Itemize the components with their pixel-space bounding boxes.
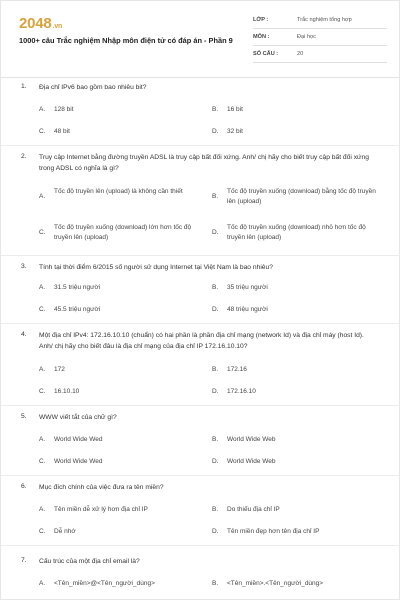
option-letter: C. bbox=[39, 229, 46, 236]
meta-key: MÔN : bbox=[253, 34, 270, 40]
meta-value: Trắc nghiệm tổng hợp bbox=[297, 17, 352, 23]
question-number: 4. bbox=[21, 331, 27, 338]
option-text: <Tên_miền>.<Tên_người_dùng> bbox=[227, 580, 324, 587]
option-text: 32 bit bbox=[227, 128, 243, 135]
option-letter: B. bbox=[212, 106, 219, 113]
option-letter: D. bbox=[212, 528, 219, 535]
option-text: 16.10.10 bbox=[54, 388, 80, 395]
logo-suffix: .vn bbox=[52, 23, 63, 30]
option-text: 48 bit bbox=[54, 128, 70, 135]
option-letter: D. bbox=[212, 128, 219, 135]
option-letter: C. bbox=[39, 458, 46, 465]
option-letter: A. bbox=[39, 506, 46, 513]
document-title: 1000+ câu Trắc nghiệm Nhập môn điện tử có đáp án - Phần 9 bbox=[19, 36, 233, 45]
option-text: 172.16.10 bbox=[227, 388, 256, 395]
meta-row-class bbox=[253, 15, 387, 29]
option-text: World Wide Wed bbox=[54, 436, 103, 443]
option-letter: C. bbox=[39, 388, 46, 395]
option-text: Tốc độ truyền xuống (download) bằng tốc độ truyền lên (upload) bbox=[227, 188, 376, 205]
option-text: 16 bit bbox=[227, 106, 243, 113]
question-divider bbox=[1, 545, 400, 546]
meta-key: SỐ CÂU : bbox=[253, 51, 279, 57]
question-divider bbox=[1, 405, 400, 406]
option-text: Tốc độ truyền xuống (download) nhỏ hơn tốc độ truyền lên (upload) bbox=[227, 224, 366, 241]
option-letter: A. bbox=[39, 366, 46, 373]
option-text: Tốc độ truyền xuống (download) lớn hơn tốc độ truyền lên (upload) bbox=[54, 224, 192, 241]
option-letter: B. bbox=[212, 284, 219, 291]
question-text: Mục đích chính của việc đưa ra tên miền? bbox=[39, 484, 164, 491]
option-text: <Tên_miền>@<Tên_người_dùng> bbox=[54, 580, 155, 587]
option-text: 45.5 triệu người bbox=[54, 306, 101, 313]
option-letter: A. bbox=[39, 580, 46, 587]
option-letter: B. bbox=[212, 506, 219, 513]
option-letter: A. bbox=[39, 436, 46, 443]
option-letter: C. bbox=[39, 528, 46, 535]
document-header bbox=[19, 15, 385, 67]
question-text: Tính tại thời điểm 6/2015 số người sử dụng Internet tại Việt Nam là bao nhiêu? bbox=[39, 264, 273, 271]
option-text: 172.16 bbox=[227, 366, 247, 373]
option-text: Tên miền đẹp hơn tên địa chỉ IP bbox=[227, 528, 320, 535]
question-number: 5. bbox=[21, 413, 27, 420]
question-divider bbox=[1, 475, 400, 476]
document-meta bbox=[253, 15, 387, 66]
option-text: 172 bbox=[54, 366, 65, 373]
option-letter: D. bbox=[212, 306, 219, 313]
question-text: Một địa chỉ IPv4: 172.16.10.10 (chuẩn) có hai phần là phần địa chỉ mạng (network Id) và địa chỉ máy (host Id). Anh/ chị hãy cho biết đâu là địa chỉ mạng của địa chỉ IP 172.16.10.10? bbox=[39, 332, 364, 350]
meta-row-count bbox=[253, 49, 387, 63]
question-text: WWW viết tắt của chữ gì? bbox=[39, 414, 117, 421]
option-text: 128 bit bbox=[54, 106, 74, 113]
option-letter: A. bbox=[39, 106, 46, 113]
option-text: 31.5 triệu người bbox=[54, 284, 101, 291]
option-letter: D. bbox=[212, 229, 219, 236]
option-letter: C. bbox=[39, 306, 46, 313]
option-text: 48 triệu người bbox=[227, 306, 268, 313]
option-letter: B. bbox=[212, 366, 219, 373]
option-text: World Wide Wed bbox=[54, 458, 103, 465]
option-text: Do thiếu địa chỉ IP bbox=[227, 506, 280, 513]
option-text: World Wide Web bbox=[227, 458, 276, 465]
option-letter: B. bbox=[212, 193, 219, 200]
site-logo[interactable] bbox=[19, 15, 62, 35]
option-letter: A. bbox=[39, 193, 46, 200]
logo-text: 2048 bbox=[19, 15, 52, 32]
question-number: 6. bbox=[21, 483, 27, 490]
question-divider bbox=[1, 255, 400, 256]
question-text: Địa chỉ IPv6 bao gồm bao nhiêu bit? bbox=[39, 84, 147, 91]
meta-value: Đại học bbox=[297, 34, 316, 40]
option-letter: D. bbox=[212, 458, 219, 465]
question-text: Truy cập Internet bằng đường truyền ADSL là truy cập bất đối xứng. Anh/ chị hãy cho biết truy cập bất đối xứng trong ADSL có nghĩa là gì? bbox=[39, 154, 369, 172]
option-text: Tốc độ truyền lên (upload) là không cần thiết bbox=[54, 188, 183, 195]
option-text: Dễ nhớ bbox=[54, 528, 76, 535]
option-letter: B. bbox=[212, 436, 219, 443]
option-text: Tên miền dễ xử lý hơn địa chỉ IP bbox=[54, 506, 148, 513]
question-number: 2. bbox=[21, 153, 27, 160]
option-letter: D. bbox=[212, 388, 219, 395]
option-letter: B. bbox=[212, 580, 219, 587]
question-text: Cấu trúc của một địa chỉ email là? bbox=[39, 558, 140, 565]
header-divider bbox=[1, 77, 400, 78]
option-letter: A. bbox=[39, 284, 46, 291]
question-number: 1. bbox=[21, 83, 27, 90]
option-text: 35 triệu người bbox=[227, 284, 268, 291]
question-divider bbox=[1, 323, 400, 324]
meta-key: LỚP : bbox=[253, 17, 269, 23]
meta-value: 20 bbox=[297, 51, 304, 57]
option-letter: C. bbox=[39, 128, 46, 135]
question-number: 3. bbox=[21, 263, 27, 270]
meta-row-subject bbox=[253, 32, 387, 46]
question-number: 7. bbox=[21, 557, 27, 564]
question-divider bbox=[1, 145, 400, 146]
option-text: World Wide Web bbox=[227, 436, 276, 443]
